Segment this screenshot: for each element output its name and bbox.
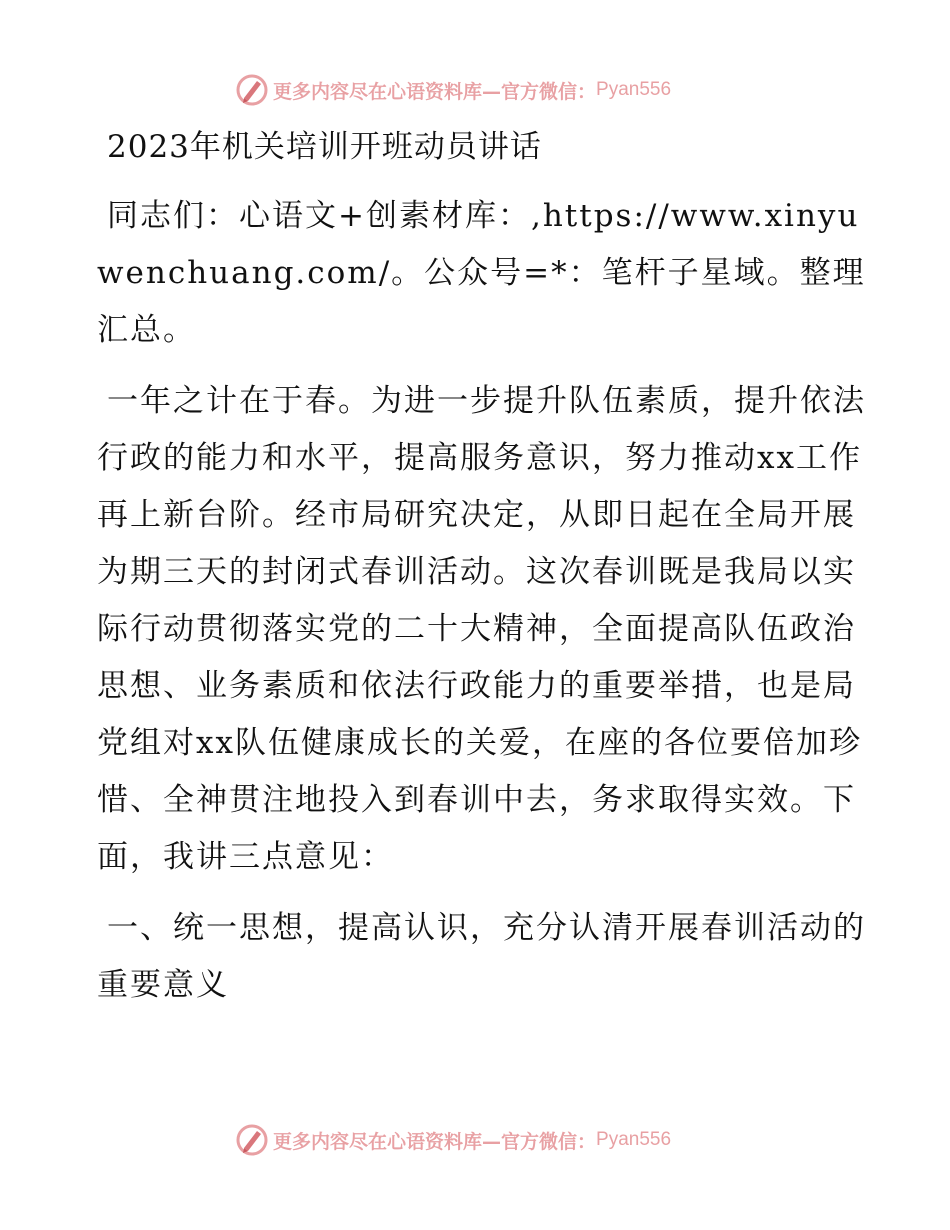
watermark-text: 更多内容尽在心语资料库—官方微信： — [273, 1130, 597, 1153]
paragraph-intro: 一年之计在于春。为进一步提升队伍素质，提升依法行政的能力和水平，提高服务意识，努力推动xx工作再上新台阶。经市局研究决定，从即日起在全局开展为期三天的封闭式春训活动。这次春训既是我局以实际行动贯彻落实党的二十大精神，全面提高队伍政治思想、业务素质和依法行政能力的重要举措，也是局党组对xx队伍健康成长的关爱，在座的各位要倍加珍惜、全神贯注地投入到春训中去，务求取得实效。下面，我讲三点意见： — [97, 383, 866, 875]
paragraph-salutation: 同志们：心语文+创素材库：,https://www.xinyuwenchuang.com/。公众号=*：笔杆子星域。整理汇总。 — [97, 198, 866, 348]
document-title: 2023年机关培训开班动员讲话 — [107, 129, 542, 165]
pen-logo-icon — [235, 1123, 269, 1157]
section-heading-1: 一、统一思想，提高认识，充分认清开展春训活动的重要意义 — [97, 910, 866, 1003]
pen-logo-icon — [235, 73, 269, 107]
watermark-text: 更多内容尽在心语资料库—官方微信： — [273, 80, 597, 103]
watermark-wechat-id: Pyan556 — [596, 79, 672, 100]
watermark-wechat-id: Pyan556 — [596, 1129, 672, 1150]
header-watermark-banner — [235, 72, 755, 108]
footer-watermark-banner — [235, 1122, 755, 1158]
document-body — [97, 122, 867, 1014]
